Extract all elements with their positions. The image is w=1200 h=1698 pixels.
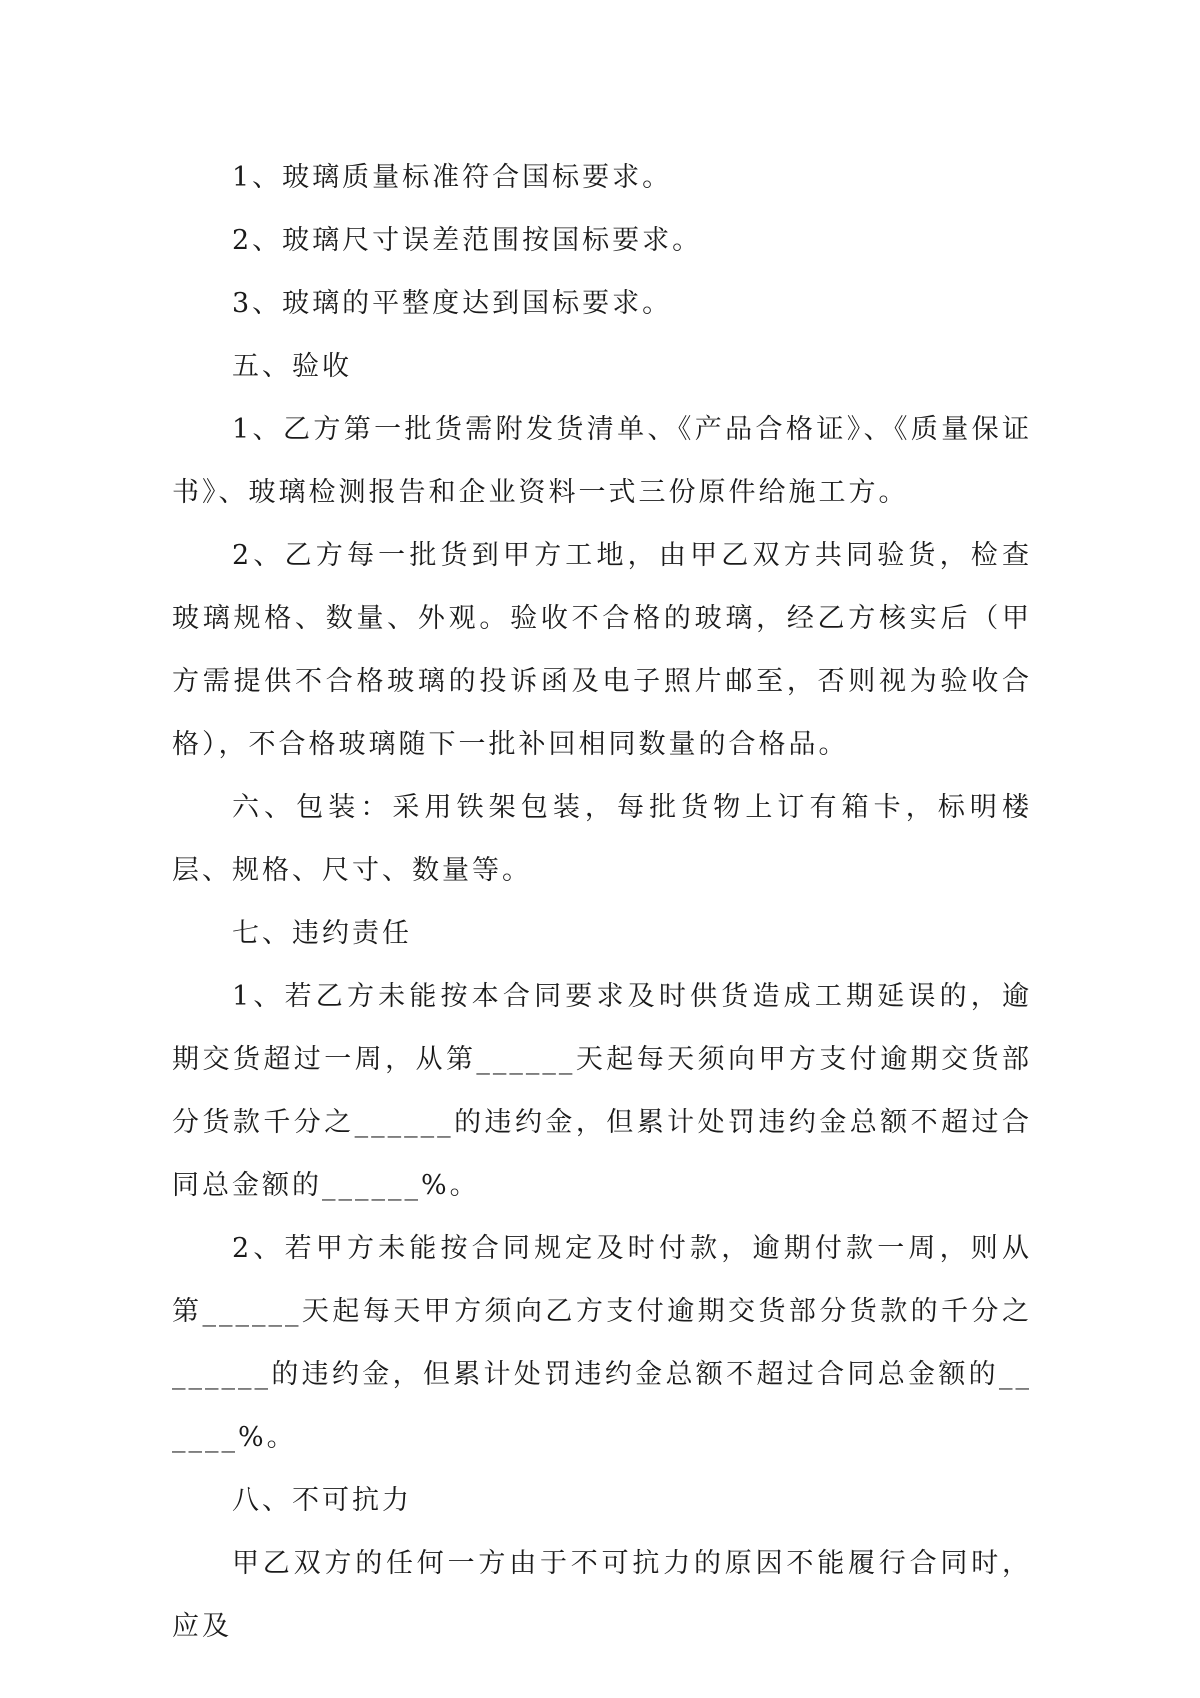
clause-supplier-delay: 1、若乙方未能按本合同要求及时供货造成工期延误的，逾期交货超过一周，从第______天起每天须向甲方支付逾期交货部分货款千分之______的违约金，但累计处罚违约金总额不超过合同总金额的______%。 — [172, 981, 1032, 1201]
clause-inspection: 2、乙方每一批货到甲方工地，由甲乙双方共同验货，检查玻璃规格、数量、外观。验收不合格的玻璃，经乙方核实后（甲方需提供不合格玻璃的投诉函及电子照片邮至，否则视为验收合格），不合格玻璃随下一批补回相同数量的合格品。 — [172, 540, 1032, 760]
clause-force-majeure: 甲乙双方的任何一方由于不可抗力的原因不能履行合同时，应及 — [172, 1548, 1032, 1642]
clause-quality-standard: 1、玻璃质量标准符合国标要求。 — [232, 162, 673, 193]
section-heading-packaging: 六、包装：采用铁架包装，每批货物上订有箱卡，标明楼层、规格、尺寸、数量等。 — [172, 792, 1032, 886]
document-body — [172, 146, 1032, 1658]
section-heading-liability: 七、违约责任 — [232, 918, 412, 949]
clause-flatness: 3、玻璃的平整度达到国标要求。 — [232, 288, 673, 319]
clause-shipping-documents: 1、乙方第一批货需附发货清单、《产品合格证》、《质量保证书》、玻璃检测报告和企业资料一式三份原件给施工方。 — [172, 414, 1032, 508]
section-heading-force-majeure: 八、不可抗力 — [232, 1485, 412, 1516]
clause-size-tolerance: 2、玻璃尺寸误差范围按国标要求。 — [232, 225, 703, 256]
clause-buyer-late-payment: 2、若甲方未能按合同规定及时付款，逾期付款一周，则从第______天起每天甲方须向乙方支付逾期交货部分货款的千分之______的违约金，但累计处罚违约金总额不超过合同总金额的______%。 — [172, 1233, 1032, 1453]
section-heading-acceptance: 五、验收 — [232, 351, 352, 382]
